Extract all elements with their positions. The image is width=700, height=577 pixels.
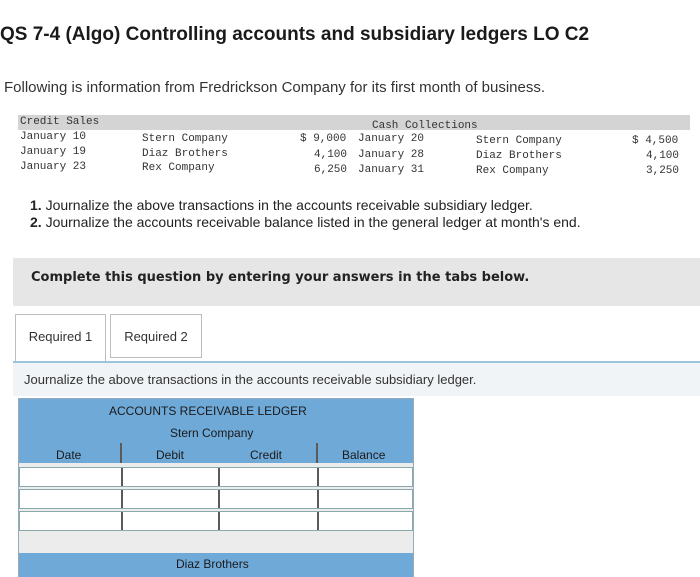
instruction-text: Journalize the above transactions in the accounts receivable subsidiary ledger. <box>41 197 533 213</box>
cash-amount: $ 4,500 <box>632 135 679 147</box>
credit-company: Rex Company <box>142 162 215 174</box>
instruction-number: 1. <box>30 197 42 213</box>
table-header-bar <box>18 115 690 130</box>
complete-question-text: Complete this question by entering your answers in the tabs below. <box>31 270 530 285</box>
cash-date: January 31 <box>358 164 425 176</box>
credit-date: January 23 <box>20 161 87 173</box>
cash-company: Stern Company <box>476 135 562 147</box>
credit-company: Stern Company <box>142 133 228 145</box>
column-header-debit: Debit <box>156 448 185 462</box>
credit-date: January 10 <box>20 131 87 143</box>
credit-input[interactable] <box>220 512 319 530</box>
credit-input[interactable] <box>220 468 319 486</box>
cash-company: Diaz Brothers <box>476 150 562 162</box>
balance-cell <box>319 468 412 486</box>
date-input[interactable] <box>20 468 123 486</box>
ledger-row <box>19 467 413 487</box>
date-input[interactable] <box>20 512 123 530</box>
cash-date: January 20 <box>358 133 425 145</box>
task-instruction-text: Journalize the above transactions in the accounts receivable subsidiary ledger. <box>24 372 477 387</box>
intro-text: Following is information from Fredrickson Company for its first month of business. <box>4 79 546 96</box>
credit-amount: 4,100 <box>314 149 348 161</box>
column-header-date: Date <box>56 448 82 462</box>
credit-input[interactable] <box>220 490 319 508</box>
cash-collections-header: Cash Collections <box>372 120 478 132</box>
date-input[interactable] <box>20 490 123 508</box>
debit-input[interactable] <box>123 490 220 508</box>
credit-company: Diaz Brothers <box>142 148 228 160</box>
credit-date: January 19 <box>20 146 87 158</box>
ledger-row <box>19 489 413 509</box>
instruction-item <box>30 197 581 214</box>
cash-date: January 28 <box>358 149 425 161</box>
balance-cell <box>319 512 412 530</box>
complete-question-banner <box>13 258 700 306</box>
instruction-text: Journalize the accounts receivable balance listed in the general ledger at month's end. <box>41 214 581 230</box>
credit-sales-header: Credit Sales <box>20 116 100 128</box>
instruction-number: 2. <box>30 214 42 230</box>
column-header-credit: Credit <box>250 448 283 462</box>
credit-amount: $ 9,000 <box>300 133 347 145</box>
column-divider <box>316 443 318 463</box>
page-title: QS 7-4 (Algo) Controlling accounts and subsidiary ledgers LO C2 <box>0 24 590 45</box>
cash-amount: 3,250 <box>646 165 680 177</box>
tab-required-1[interactable]: Required 1 <box>15 314 106 361</box>
transactions-table <box>18 115 690 181</box>
cash-company: Rex Company <box>476 165 549 177</box>
balance-cell <box>319 490 412 508</box>
instructions <box>30 197 581 231</box>
ledger-company-name: Stern Company <box>170 426 254 440</box>
column-divider <box>120 443 122 463</box>
cash-amount: 4,100 <box>646 150 680 162</box>
ledger-row <box>19 511 413 531</box>
tab-required-2[interactable]: Required 2 <box>110 314 202 358</box>
debit-input[interactable] <box>123 468 220 486</box>
ledger-title: ACCOUNTS RECEIVABLE LEDGER <box>109 404 307 418</box>
ledger-company-name: Diaz Brothers <box>176 557 249 571</box>
credit-amount: 6,250 <box>314 164 348 176</box>
instruction-item <box>30 214 581 231</box>
accounts-receivable-ledger <box>18 398 414 577</box>
debit-input[interactable] <box>123 512 220 530</box>
task-instruction-bar <box>13 361 700 396</box>
column-header-balance: Balance <box>342 448 386 462</box>
